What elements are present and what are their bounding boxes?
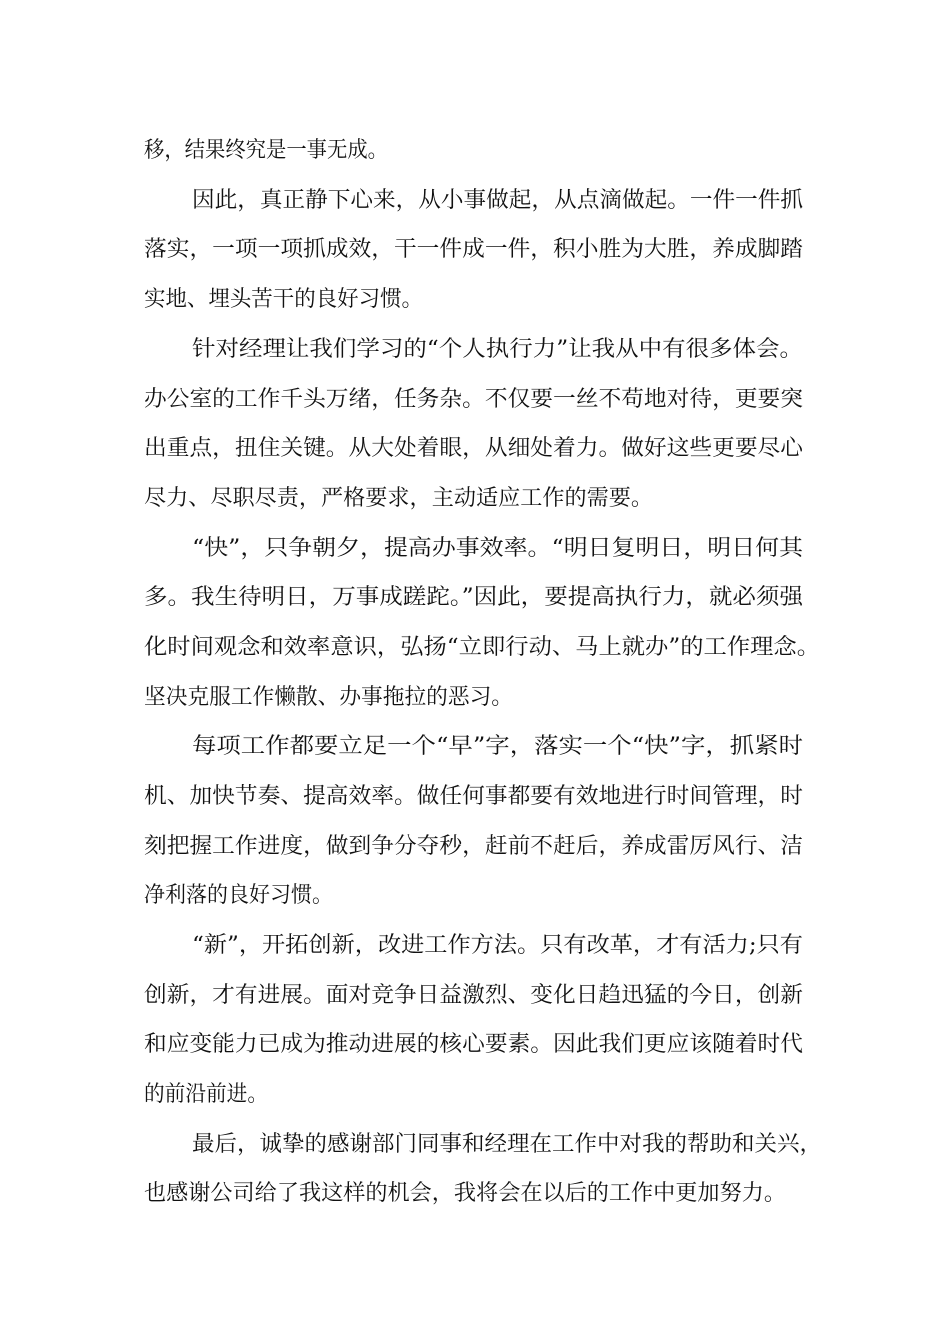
text-line: 的前沿前进。 xyxy=(144,1082,268,1107)
text-line: 办公室的工作千头万绪，任务杂。不仅要一丝不苟地对待，更要突 xyxy=(144,387,803,412)
text-line: 针对经理让我们学习的“个人执行力”让我从中有很多体会。 xyxy=(192,337,803,362)
text-line: “新”，开拓创新，改进工作方法。只有改革，才有活力;只有 xyxy=(192,933,803,958)
text-line: 出重点，扭住关键。从大处着眼，从细处着力。做好这些更要尽心 xyxy=(144,436,803,461)
text-line: 多。我生待明日，万事成蹉跎。”因此，要提高执行力，就必须强 xyxy=(144,585,803,610)
text-line: 刻把握工作进度，做到争分夺秒，赶前不赶后，养成雷厉风行、洁 xyxy=(144,834,803,859)
text-line: 实地、埋头苦干的良好习惯。 xyxy=(144,287,423,312)
text-line: 机、加快节奏、提高效率。做任何事都要有效地进行时间管理，时 xyxy=(144,784,803,809)
text-line: 坚决克服工作懒散、办事拖拉的恶习。 xyxy=(144,685,513,710)
text-line: 创新，才有进展。面对竞争日益激烈、变化日趋迅猛的今日，创新 xyxy=(144,983,803,1008)
text-line: 和应变能力已成为推动进展的核心要素。因此我们更应该随着时代 xyxy=(144,1032,803,1057)
text-line: 因此，真正静下心来，从小事做起，从点滴做起。一件一件抓 xyxy=(192,188,803,213)
text-line: 化时间观念和效率意识，弘扬“立即行动、马上就办”的工作理念。 xyxy=(144,635,820,660)
text-line: 尽力、尽职尽责，严格要求，主动适应工作的需要。 xyxy=(144,486,653,511)
text-line: “快”，只争朝夕，提高办事效率。“明日复明日，明日何其 xyxy=(192,536,803,561)
text-line: 落实，一项一项抓成效，干一件成一件，积小胜为大胜，养成脚踏 xyxy=(144,237,803,262)
text-line: 也感谢公司给了我这样的机会，我将会在以后的工作中更加努力。 xyxy=(144,1181,786,1206)
text-line: 最后，诚挚的感谢部门同事和经理在工作中对我的帮助和关兴， xyxy=(192,1132,823,1157)
text-line: 净利落的良好习惯。 xyxy=(144,883,333,908)
text-line: 每项工作都要立足一个“早”字，落实一个“快”字，抓紧时 xyxy=(192,734,803,759)
text-line: 移，结果终究是一事无成。 xyxy=(144,138,388,163)
